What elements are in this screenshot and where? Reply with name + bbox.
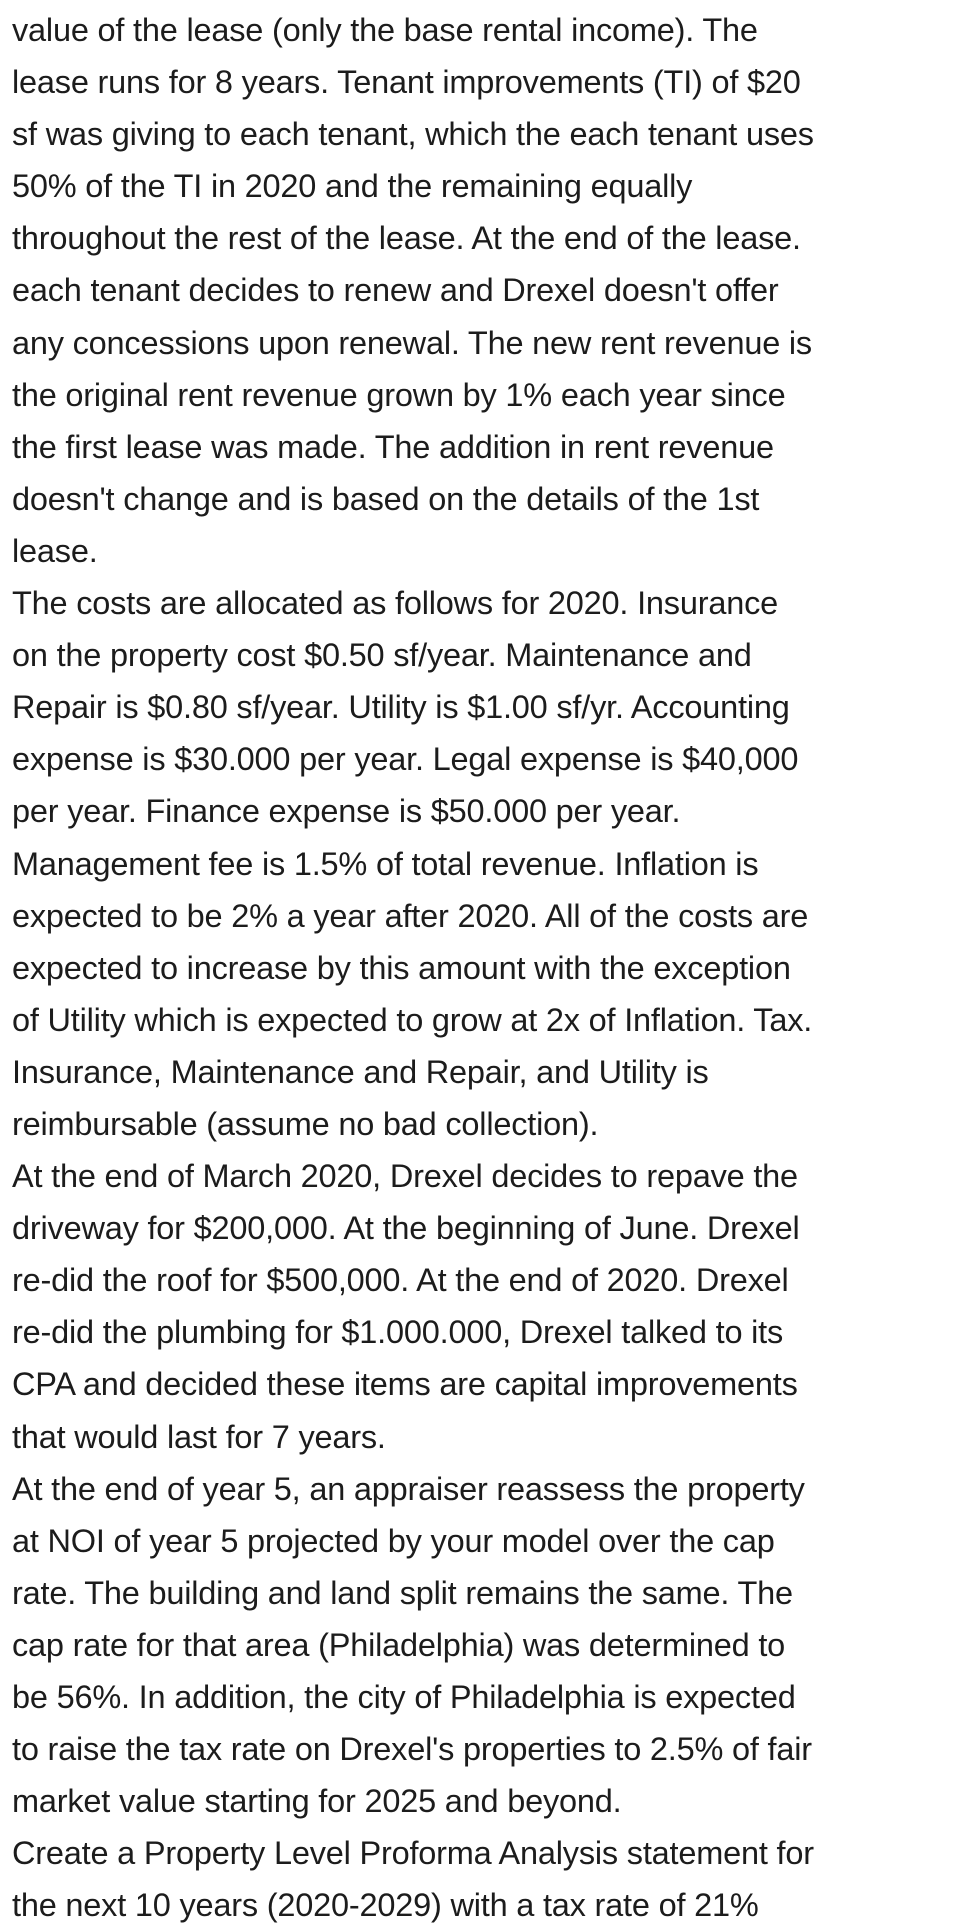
- text-line: per year. Finance expense is $50.000 per year.: [12, 793, 681, 830]
- text-line: the original rent revenue grown by 1% each year since: [12, 376, 786, 413]
- text-line: lease runs for 8 years. Tenant improvements (TI) of $20: [12, 64, 801, 101]
- text-line: expected to increase by this amount with the exception: [12, 949, 791, 986]
- text-line: lease.: [12, 532, 98, 569]
- text-line: re-did the roof for $500,000. At the end of 2020. Drexel: [12, 1262, 789, 1299]
- text-line: value of the lease (only the base rental income). The: [12, 12, 758, 48]
- text-line: that would last for 7 years.: [12, 1418, 386, 1455]
- text-line: At the end of year 5, an appraiser reassess the property: [12, 1470, 805, 1507]
- text-line: on the property cost $0.50 sf/year. Maintenance and: [12, 637, 752, 674]
- text-line: throughout the rest of the lease. At the end of the lease.: [12, 220, 801, 257]
- text-line: to raise the tax rate on Drexel's properties to 2.5% of fair: [12, 1731, 812, 1768]
- text-line: Insurance, Maintenance and Repair, and Utility is: [12, 1053, 709, 1090]
- text-line: Create a Property Level Proforma Analysis statement for: [12, 1835, 814, 1872]
- text-line: any concessions upon renewal. The new rent revenue is: [12, 324, 812, 361]
- text-line: CPA and decided these items are capital improvements: [12, 1366, 798, 1403]
- text-line: at NOI of year 5 projected by your model over the cap: [12, 1522, 775, 1559]
- text-line: be 56%. In addition, the city of Philadelphia is expected: [12, 1679, 796, 1715]
- text-line: each tenant decides to renew and Drexel doesn't offer: [12, 272, 779, 309]
- text-line: reimbursable (assume no bad collection).: [12, 1105, 599, 1142]
- text-line: expense is $30.000 per year. Legal expense is $40,000: [12, 741, 799, 778]
- document-text: [12, 4, 962, 1931]
- text-line: expected to be 2% a year after 2020. All of the costs are: [12, 897, 809, 934]
- text-line: cap rate for that area (Philadelphia) was determined to: [12, 1626, 786, 1663]
- text-line: The costs are allocated as follows for 2020. Insurance: [12, 585, 779, 622]
- text-line: 50% of the TI in 2020 and the remaining equally: [12, 168, 693, 205]
- text-line: Management fee is 1.5% of total revenue. Inflation is: [12, 845, 759, 882]
- text-line: rate. The building and land split remains the same. The: [12, 1574, 793, 1611]
- text-line: sf was giving to each tenant, which the each tenant uses: [12, 116, 814, 153]
- text-line: the next 10 years (2020-2029) with a tax rate of 21%: [12, 1887, 759, 1924]
- text-line: market value starting for 2025 and beyond.: [12, 1783, 622, 1820]
- text-line: Repair is $0.80 sf/year. Utility is $1.00 sf/yr. Accounting: [12, 689, 790, 726]
- text-line: At the end of March 2020, Drexel decides to repave the: [12, 1158, 798, 1195]
- text-line: driveway for $200,000. At the beginning of June. Drexel: [12, 1210, 800, 1247]
- text-line: re-did the plumbing for $1.000.000, Drexel talked to its: [12, 1314, 784, 1351]
- text-line: of Utility which is expected to grow at 2x of Inflation. Tax.: [12, 1001, 813, 1038]
- text-line: doesn't change and is based on the details of the 1st: [12, 480, 760, 517]
- text-line: the first lease was made. The addition in rent revenue: [12, 428, 774, 465]
